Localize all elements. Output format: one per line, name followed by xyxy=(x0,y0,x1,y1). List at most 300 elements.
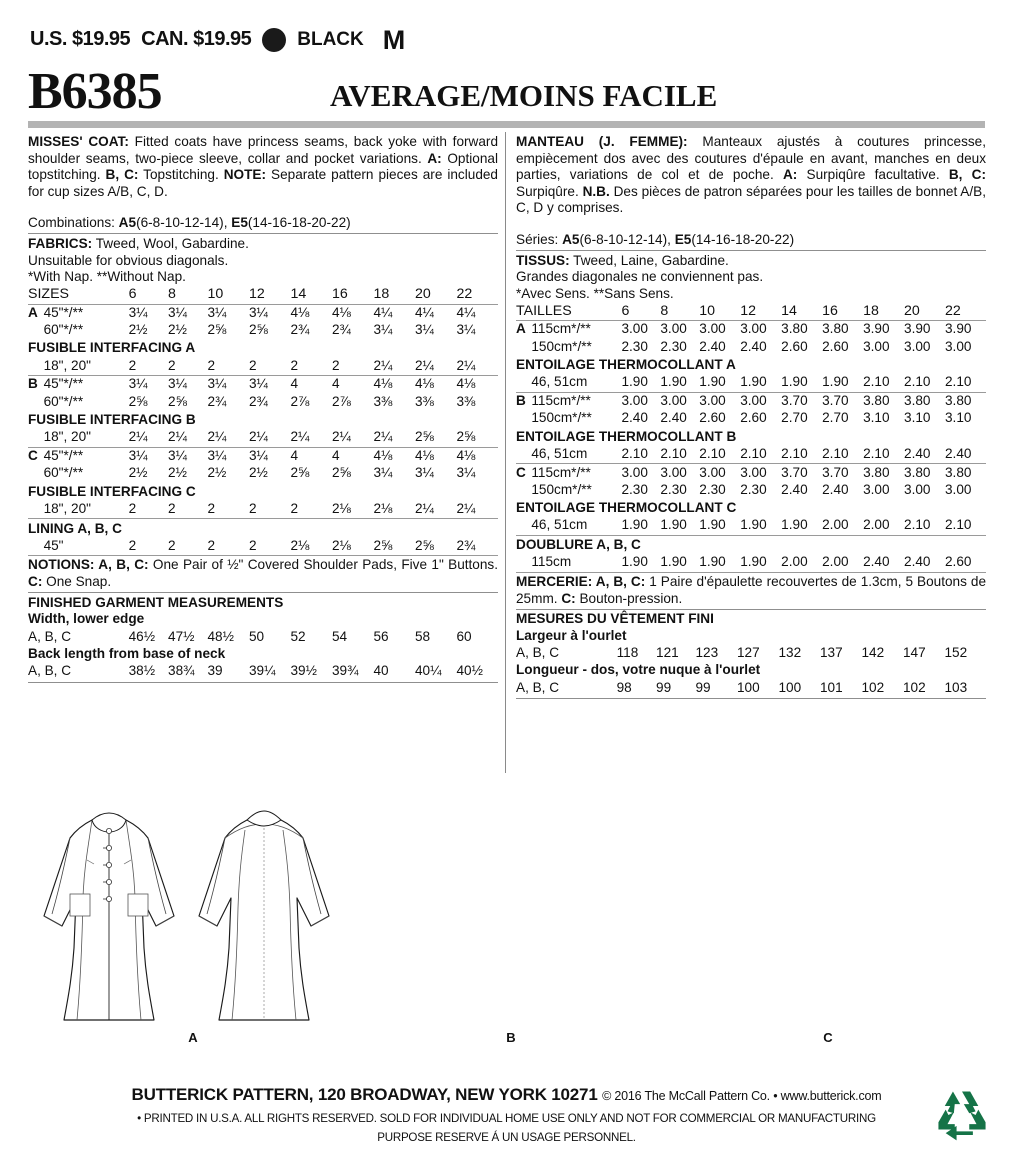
measurement-cell: 58 xyxy=(414,628,431,644)
fabric-width: 115cm xyxy=(531,554,572,570)
yardage-cell: 3.00 xyxy=(621,392,648,408)
yardage-cell: 3.80 xyxy=(822,321,849,337)
english-yardage-body xyxy=(28,286,498,556)
measurement-row xyxy=(28,628,498,645)
yardage-cell: 3¼ xyxy=(248,376,268,392)
table-row xyxy=(516,481,986,498)
yardage-cell: 2.40 xyxy=(660,410,687,426)
yardage-cell: 1.90 xyxy=(699,374,726,390)
yardage-cell: 1.90 xyxy=(699,554,726,570)
fabric-width: 45"*/** xyxy=(43,304,84,320)
yardage-cell: 2⅝ xyxy=(248,322,268,338)
rule xyxy=(28,592,498,593)
yardage-cell: 2.30 xyxy=(621,481,648,497)
yardage-cell: 2.40 xyxy=(822,481,849,497)
yardage-cell: 2¼ xyxy=(373,429,393,445)
yardage-cell: 2⅛ xyxy=(373,500,393,516)
view-letter xyxy=(516,445,531,462)
yardage-cell: 2.40 xyxy=(781,481,808,497)
yardage-cell: 2¾ xyxy=(248,393,268,409)
yardage-cell: 2 xyxy=(248,500,257,516)
yardage-cell: 3.00 xyxy=(863,338,890,354)
yardage-cell: 3.00 xyxy=(621,321,648,337)
yardage-cell: 2⅝ xyxy=(168,393,187,409)
measurement-cell: 98 xyxy=(616,679,632,695)
yardage-cell: 2.10 xyxy=(740,445,767,461)
view-letter xyxy=(28,393,44,410)
fabric-width: 45"*/** xyxy=(43,447,84,463)
yardage-cell: 2 xyxy=(207,357,216,373)
size-header-cell: 18 xyxy=(863,302,879,319)
yardage-cell: 2 xyxy=(290,500,299,516)
english-finished-title: FINISHED GARMENT MEASUREMENTS xyxy=(28,594,284,610)
english-column xyxy=(28,134,498,683)
yardage-cell: 3¼ xyxy=(168,376,187,392)
measurement-cell: 100 xyxy=(778,679,802,695)
measurement-row xyxy=(28,663,498,680)
measurement-views: A, B, C xyxy=(28,662,72,678)
measurement-cell: 50 xyxy=(248,628,265,644)
yardage-cell: 3.90 xyxy=(904,321,931,337)
french-fabrics: TISSUS: Tweed, Laine, Gabardine. xyxy=(516,252,729,268)
figure-a-front xyxy=(44,813,174,1020)
publisher-address: BUTTERICK PATTERN, 120 BROADWAY, NEW YORK 10271 xyxy=(131,1085,598,1104)
yardage-cell: 3.00 xyxy=(904,481,931,497)
yardage-cell: 2.40 xyxy=(621,410,648,426)
yardage-cell: 2.60 xyxy=(822,338,849,354)
yardage-cell: 2.60 xyxy=(740,410,767,426)
size-header-row xyxy=(28,286,498,303)
yardage-cell: 2 xyxy=(168,537,176,553)
view-letter xyxy=(28,357,44,374)
size-header-label: SIZES xyxy=(28,286,69,303)
yardage-cell: 3.00 xyxy=(660,321,687,337)
measurement-cell: 121 xyxy=(656,645,679,661)
yardage-cell: 2¼ xyxy=(290,429,310,445)
yardage-cell: 2⅛ xyxy=(290,537,310,553)
measurement-row xyxy=(516,679,986,696)
yardage-cell: 3.00 xyxy=(740,392,767,408)
size-header-cell: 20 xyxy=(904,302,920,319)
measurement-cell: 52 xyxy=(290,628,306,644)
table-row xyxy=(516,321,986,339)
yardage-cell: 2¾ xyxy=(331,322,351,338)
yardage-cell: 2.10 xyxy=(699,445,726,461)
yardage-cell: 2.00 xyxy=(822,554,849,570)
yardage-cell: 2¼ xyxy=(248,429,268,445)
measurement-cell: 99 xyxy=(695,679,711,695)
fabric-width: 60"*/** xyxy=(43,322,84,338)
rule xyxy=(516,609,986,610)
yardage-cell: 1.90 xyxy=(740,374,767,390)
yardage-cell: 1.90 xyxy=(740,517,767,533)
measurement-cell: 118 xyxy=(616,645,639,661)
view-letter xyxy=(516,338,531,355)
yardage-cell: 2.10 xyxy=(863,445,890,461)
yardage-cell: 4¼ xyxy=(414,304,434,320)
measurement-cell: 127 xyxy=(736,645,760,661)
table-row xyxy=(28,376,498,394)
measurement-cell: 147 xyxy=(902,645,926,661)
english-nap: *With Nap. **Without Nap. xyxy=(28,269,186,285)
yardage-cell: 2¾ xyxy=(456,537,476,553)
measurement-title: Width, lower edge xyxy=(28,611,145,627)
yardage-cell: 2⅝ xyxy=(456,429,476,445)
yardage-cell: 2.30 xyxy=(740,481,767,497)
yardage-cell: 2 xyxy=(128,537,137,553)
fabric-width: 45"*/** xyxy=(43,376,84,392)
garment-illustrations xyxy=(20,790,995,1055)
yardage-cell: 1.90 xyxy=(621,554,648,570)
size-header-cell: 12 xyxy=(248,286,265,303)
yardage-cell: 3.80 xyxy=(904,464,931,480)
yardage-cell: 2.10 xyxy=(904,374,931,390)
yardage-cell: 2.10 xyxy=(621,445,648,461)
yardage-cell: 2 xyxy=(331,357,340,373)
yardage-cell: 2¼ xyxy=(373,357,393,373)
yardage-cell: 3.70 xyxy=(781,392,808,408)
yardage-cell: 3.80 xyxy=(863,464,890,480)
yardage-cell: 2¾ xyxy=(290,322,310,338)
fabric-width: 46, 51cm xyxy=(531,517,588,533)
yardage-cell: 2.30 xyxy=(621,338,648,354)
yardage-cell: 3.00 xyxy=(863,481,890,497)
yardage-cell: 3¼ xyxy=(207,304,227,320)
table-section-heading: FUSIBLE INTERFACING B xyxy=(28,411,196,427)
difficulty-label: AVERAGE/MOINS FACILE xyxy=(330,78,718,113)
table-row xyxy=(28,500,498,517)
yardage-cell: 2 xyxy=(207,500,216,516)
yardage-cell: 4 xyxy=(290,447,299,463)
table-row xyxy=(28,304,498,322)
rule xyxy=(516,698,986,699)
yardage-cell: 2⅝ xyxy=(128,393,148,409)
size-header-row xyxy=(516,302,986,319)
rule xyxy=(28,233,498,234)
yardage-cell: 3.80 xyxy=(781,321,808,337)
yardage-cell: 3¼ xyxy=(128,304,148,320)
view-letter: C xyxy=(516,464,526,480)
yardage-cell: 1.90 xyxy=(781,374,808,390)
color-name: BLACK xyxy=(297,28,364,50)
yardage-cell: 4⅛ xyxy=(373,376,393,392)
table-row xyxy=(516,464,986,482)
yardage-cell: 3.70 xyxy=(822,392,849,408)
view-letter xyxy=(28,322,44,339)
table-section-heading: FUSIBLE INTERFACING C xyxy=(28,483,196,499)
table-section-heading: DOUBLURE A, B, C xyxy=(516,537,641,553)
yardage-cell: 3.80 xyxy=(904,392,931,408)
yardage-cell: 2.30 xyxy=(660,481,687,497)
french-notions: MERCERIE: A, B, C: 1 Paire d'épaulette recouvertes de 1.3cm, 5 Boutons de 25mm. C: Bouton-pression. xyxy=(516,573,987,606)
english-finished-body xyxy=(28,611,498,680)
table-row xyxy=(516,517,986,534)
yardage-cell: 2.40 xyxy=(904,554,931,570)
yardage-cell: 3.70 xyxy=(781,464,808,480)
measurement-cell: 60 xyxy=(456,628,472,644)
yardage-cell: 3.00 xyxy=(621,464,648,480)
rule xyxy=(516,250,986,251)
yardage-cell: 4 xyxy=(290,376,299,392)
fabric-width: 115cm*/** xyxy=(531,392,591,408)
size-header-label: TAILLES xyxy=(516,302,572,319)
yardage-cell: 3.70 xyxy=(822,464,849,480)
yardage-cell: 2 xyxy=(290,357,299,373)
figure-label-b: B xyxy=(506,1030,516,1045)
size-header-cell: 22 xyxy=(944,302,961,319)
measurement-cell: 40¼ xyxy=(414,662,442,678)
table-section-heading: LINING A, B, C xyxy=(28,520,122,536)
view-letter xyxy=(516,481,531,498)
measurement-cell: 103 xyxy=(944,679,968,695)
measurement-title-row xyxy=(516,628,986,645)
yardage-cell: 3¼ xyxy=(456,465,476,481)
yardage-cell: 1.90 xyxy=(822,374,849,390)
yardage-cell: 2½ xyxy=(168,465,187,481)
table-row xyxy=(516,554,986,571)
yardage-cell: 2⅝ xyxy=(414,537,434,553)
yardage-cell: 3.80 xyxy=(944,464,972,480)
yardage-cell: 2.40 xyxy=(944,445,972,461)
measurement-cell: 102 xyxy=(902,679,926,695)
english-description: MISSES' COAT: Fitted coats have princess seams, back yoke with forward shoulder seams, two-piece sleeve, collar and pocket variations. A: Optional topstitching. B, C: Topstitching. NOTE: Separate pattern pieces are included for cup sizes A/B, C, D. xyxy=(28,134,498,199)
english-finished-table xyxy=(28,611,498,680)
yardage-cell: 3.00 xyxy=(740,321,767,337)
measurement-cell: 40½ xyxy=(456,662,483,678)
yardage-cell: 1.90 xyxy=(660,374,687,390)
yardage-cell: 2.70 xyxy=(781,410,808,426)
fabric-width: 150cm*/** xyxy=(531,410,592,426)
yardage-cell: 2.00 xyxy=(822,517,849,533)
yardage-cell: 2 xyxy=(128,500,137,516)
view-letter: A xyxy=(516,321,526,337)
yardage-cell: 4⅛ xyxy=(414,447,434,463)
measurement-title: Largeur à l'ourlet xyxy=(516,628,627,644)
fabric-width: 115cm*/** xyxy=(531,321,591,337)
yardage-cell: 3¼ xyxy=(414,322,434,338)
table-row xyxy=(516,374,986,391)
yardage-cell: 3¼ xyxy=(128,376,148,392)
yardage-cell: 2½ xyxy=(128,322,148,338)
view-letter: B xyxy=(516,392,526,408)
view-letter xyxy=(516,374,531,391)
yardage-cell: 2.00 xyxy=(781,554,808,570)
yardage-cell: 2.10 xyxy=(944,374,972,390)
us-price: U.S. $19.95 xyxy=(30,28,131,50)
table-section-heading: ENTOILAGE THERMOCOLLANT C xyxy=(516,500,737,516)
yardage-cell: 2.40 xyxy=(863,554,890,570)
view-letter xyxy=(516,554,531,571)
yardage-cell: 1.90 xyxy=(781,517,808,533)
view-letter xyxy=(28,500,44,517)
yardage-cell: 3.10 xyxy=(863,410,890,426)
footer-line-1 xyxy=(0,1085,1013,1105)
header-divider-bar xyxy=(28,121,985,128)
recycle-icon xyxy=(933,1086,991,1144)
fabric-width: 45" xyxy=(43,537,64,553)
measurement-cell: 123 xyxy=(695,645,719,661)
yardage-cell: 2½ xyxy=(128,465,148,481)
french-finished-table xyxy=(516,628,986,697)
fabric-width: 46, 51cm xyxy=(531,374,588,390)
measurement-views: A, B, C xyxy=(516,679,560,695)
yardage-cell: 3.00 xyxy=(944,481,972,497)
english-combinations: Combinations: A5(6-8-10-12-14), E5(14-16-18-20-22) xyxy=(28,215,351,231)
yardage-cell: 1.90 xyxy=(621,374,648,390)
fabric-width: 60"*/** xyxy=(43,393,84,409)
yardage-cell: 4⅛ xyxy=(414,376,434,392)
yardage-cell: 3¼ xyxy=(207,447,227,463)
measurement-cell: 132 xyxy=(778,645,802,661)
yardage-cell: 2¼ xyxy=(414,357,434,373)
yardage-cell: 2¼ xyxy=(456,357,476,373)
size-header-cell: 16 xyxy=(331,286,348,303)
yardage-cell: 3.10 xyxy=(904,410,931,426)
size-header-cell: 6 xyxy=(128,286,137,303)
yardage-cell: 4⅛ xyxy=(331,304,351,320)
yardage-cell: 4⅛ xyxy=(456,447,476,463)
french-unsuitable: Grandes diagonales ne conviennent pas. xyxy=(516,269,764,285)
yardage-cell: 1.90 xyxy=(621,517,648,533)
table-section-heading: ENTOILAGE THERMOCOLLANT B xyxy=(516,428,737,444)
table-row xyxy=(516,392,986,410)
view-letter xyxy=(516,517,531,534)
yardage-cell: 3¼ xyxy=(128,447,148,463)
table-row xyxy=(28,429,498,446)
french-yardage-table xyxy=(516,302,986,573)
yardage-cell: 2.10 xyxy=(863,374,890,390)
measurement-cell: 39¾ xyxy=(331,662,359,678)
size-header-cell: 22 xyxy=(456,286,473,303)
measurement-cell: 38¾ xyxy=(168,662,195,678)
yardage-cell: 4 xyxy=(331,447,340,463)
table-row xyxy=(516,445,986,462)
measurement-cell: 39 xyxy=(207,662,223,678)
can-price: CAN. $19.95 xyxy=(141,28,252,50)
size-header-cell: 12 xyxy=(740,302,756,319)
yardage-cell: 2.10 xyxy=(660,445,687,461)
yardage-cell: 2.10 xyxy=(822,445,849,461)
yardage-cell: 2 xyxy=(207,537,216,553)
measurement-cell: 56 xyxy=(373,628,389,644)
column-divider xyxy=(505,132,506,773)
yardage-cell: 2⅞ xyxy=(290,393,310,409)
yardage-cell: 3⅜ xyxy=(456,393,476,409)
yardage-cell: 4¼ xyxy=(373,304,393,320)
view-letter: A xyxy=(28,304,38,320)
yardage-cell: 3.00 xyxy=(699,321,726,337)
size-header-cell: 10 xyxy=(699,302,716,319)
yardage-cell: 2⅝ xyxy=(373,537,393,553)
yardage-cell: 3⅜ xyxy=(414,393,434,409)
fabric-width: 18", 20" xyxy=(43,500,92,516)
yardage-cell: 2¾ xyxy=(207,393,227,409)
measurement-cell: 137 xyxy=(819,645,843,661)
yardage-cell: 1.90 xyxy=(740,554,767,570)
figure-label-a: A xyxy=(188,1030,198,1045)
table-row xyxy=(28,447,498,465)
yardage-cell: 3.00 xyxy=(944,338,972,354)
measurement-cell: 38½ xyxy=(128,662,156,678)
yardage-cell: 3.00 xyxy=(660,392,687,408)
yardage-cell: 2 xyxy=(128,357,137,373)
french-nap: *Avec Sens. **Sans Sens. xyxy=(516,285,674,301)
french-column xyxy=(516,134,986,699)
measurement-views: A, B, C xyxy=(28,628,72,644)
measurement-cell: 46½ xyxy=(128,628,156,644)
view-letter xyxy=(28,538,44,555)
yardage-cell: 3.00 xyxy=(699,464,726,480)
yardage-cell: 4⅛ xyxy=(290,304,310,320)
size-header-cell: 14 xyxy=(290,286,307,303)
rule xyxy=(28,682,498,683)
yardage-cell: 2¼ xyxy=(456,500,476,516)
view-letter xyxy=(28,429,44,446)
yardage-cell: 1.90 xyxy=(660,554,687,570)
yardage-cell: 2⅛ xyxy=(331,500,351,516)
english-unsuitable: Unsuitable for obvious diagonals. xyxy=(28,252,229,268)
english-notions: NOTIONS: A, B, C: One Pair of ½" Covered Shoulder Pads, Five 1" Buttons. C: One Snap. xyxy=(28,557,499,589)
measurement-cell: 152 xyxy=(944,645,968,661)
table-row xyxy=(28,393,498,410)
yardage-cell: 3¼ xyxy=(414,465,434,481)
yardage-cell: 3⅜ xyxy=(373,393,393,409)
fabric-width: 150cm*/** xyxy=(531,338,592,354)
footer xyxy=(0,1085,1013,1144)
measurement-title-row xyxy=(28,646,498,663)
size-header-cell: 8 xyxy=(660,302,669,319)
yardage-cell: 2.30 xyxy=(660,338,687,354)
view-letter: C xyxy=(28,447,38,463)
size-header-cell: 14 xyxy=(781,302,797,319)
yardage-cell: 2.40 xyxy=(699,338,726,354)
yardage-cell: 3¼ xyxy=(248,304,268,320)
french-finished-body xyxy=(516,628,986,697)
table-row xyxy=(516,410,986,427)
view-letter xyxy=(516,410,531,427)
size-header-cell: 8 xyxy=(168,286,176,303)
table-row xyxy=(28,465,498,482)
fabric-width: 18", 20" xyxy=(43,429,92,445)
measurement-cell: 54 xyxy=(331,628,348,644)
measurement-cell: 142 xyxy=(861,645,885,661)
size-header-cell: 20 xyxy=(414,286,431,303)
measurement-cell: 39¼ xyxy=(248,662,276,678)
coat-line-drawings xyxy=(20,790,995,1055)
figure-a-back xyxy=(199,811,329,1020)
table-row xyxy=(516,338,986,355)
yardage-cell: 2¼ xyxy=(207,429,227,445)
yardage-cell: 3.00 xyxy=(660,464,687,480)
french-yardage-body xyxy=(516,302,986,572)
measurement-cell: 47½ xyxy=(168,628,195,644)
figure-label-c: C xyxy=(823,1030,833,1045)
size-header-cell: 10 xyxy=(207,286,224,303)
yardage-cell: 3.00 xyxy=(904,338,931,354)
view-letter: B xyxy=(28,376,38,392)
measurement-views: A, B, C xyxy=(516,645,560,661)
measurement-cell: 39½ xyxy=(290,662,317,678)
yardage-cell: 2⅝ xyxy=(207,322,227,338)
yardage-cell: 2.60 xyxy=(944,554,972,570)
french-description: MANTEAU (J. FEMME): Manteaux ajustés à coutures princesse, empiècement dos avec des coutures d'épaule en avant, manches en deux parties, variations de col et de poche. A: Surpiqûre facultative. B, C: Surpiqûre. N.B. Des pièces de patron séparées pour les tailles de bonnet A/B, C, D y comprises. xyxy=(516,134,986,216)
yardage-cell: 2.10 xyxy=(944,517,972,533)
yardage-cell: 2 xyxy=(168,500,176,516)
table-section-heading: ENTOILAGE THERMOCOLLANT A xyxy=(516,357,736,372)
yardage-cell: 2.40 xyxy=(740,338,767,354)
yardage-cell: 2⅛ xyxy=(331,537,351,553)
yardage-cell: 3¼ xyxy=(373,465,393,481)
